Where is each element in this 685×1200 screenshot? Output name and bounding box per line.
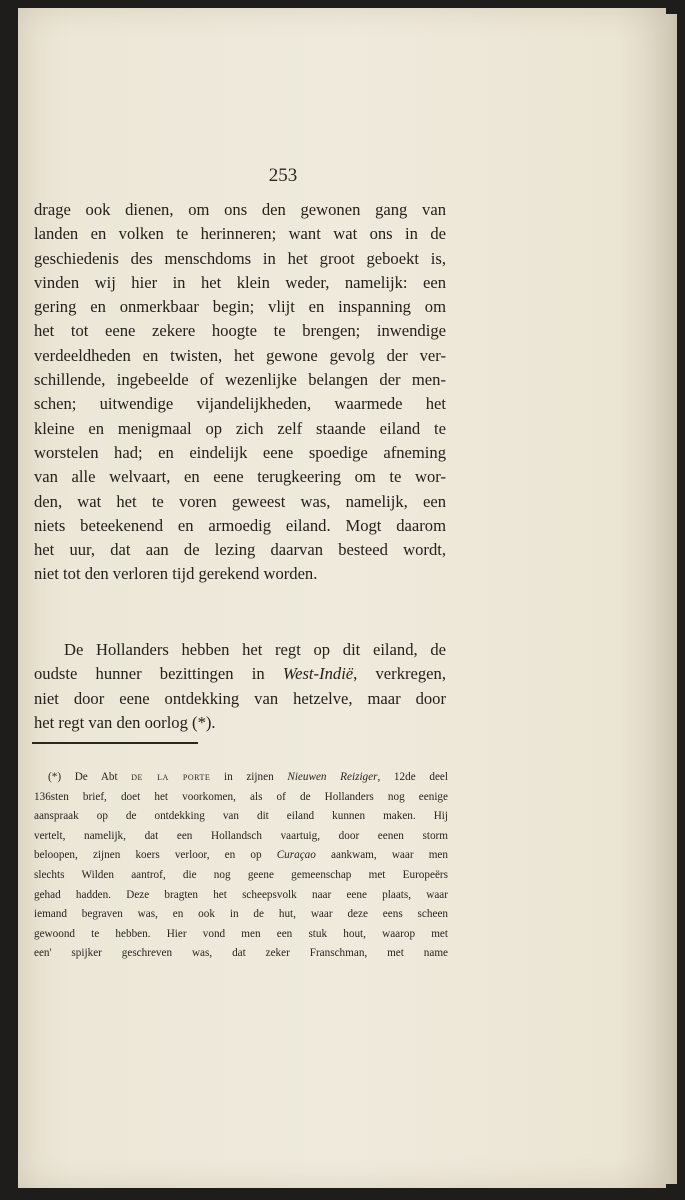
text-line: schen; uitwendige vijandelijkheden, waarmede het: [34, 394, 446, 414]
footnote: [34, 768, 448, 964]
text-line: geschiedenis des menschdoms in het groot geboekt is,: [34, 248, 446, 268]
text-line: het tot eene zekere hoogte te brengen; inwendige: [34, 321, 446, 341]
text-line: verdeeldheden en twisten, het gewone gevolg der ver-: [34, 345, 446, 365]
text-line: gering en onmerkbaar begin; vlijt en inspanning om: [34, 297, 446, 317]
author-name: de la porte: [131, 771, 211, 783]
text-line: [34, 662, 446, 686]
text-line: niet door eene ontdekking van hetzelve, maar door: [34, 688, 446, 708]
text-line: het regt van den oorlog (*).: [34, 712, 216, 732]
text-fragment: aankwam, waar men: [315, 849, 448, 862]
footnote-line: aanspraak op de ontdekking van dit eiland kunnen maken. Hij: [34, 810, 448, 823]
footnote-line: [34, 846, 448, 866]
book-page: [18, 8, 666, 1188]
paragraph-main: [34, 198, 446, 587]
place-name-italic: Curaçao: [276, 849, 316, 862]
place-name-italic: West-Indië: [282, 664, 354, 684]
text-line: worstelen had; en eindelijk eene spoedige afneming: [34, 442, 446, 462]
text-fragment: (*) De Abt: [48, 771, 132, 783]
text-line: vinden wij hier in het klein weder, namelijk: een: [34, 272, 446, 292]
text-fragment: , 12de deel: [377, 771, 448, 783]
paragraph-hollanders: [34, 638, 446, 735]
text-fragment: , verkregen,: [353, 664, 446, 684]
footnote-line: iemand begraven was, en ook in de hut, waar deze eens scheen: [34, 908, 448, 921]
text-line: drage ook dienen, om ons den gewonen gang van: [34, 200, 446, 219]
text-line: De Hollanders hebben het regt op dit eiland, de: [64, 640, 446, 659]
page-number: 253: [268, 165, 298, 186]
text-fragment: oudste hunner bezittingen in: [34, 664, 283, 684]
footnote-rule: [32, 742, 198, 744]
footnote-line: vertelt, namelijk, dat een Hollandsch vaartuig, door eenen storm: [34, 829, 448, 842]
text-line: landen en volken te herinneren; want wat ons in de: [34, 224, 446, 244]
footnote-line: 136sten brief, doet het voorkomen, als of de Hollanders nog eenige: [34, 790, 448, 803]
text-line: schillende, ingebeelde of wezenlijke belangen der men-: [34, 370, 446, 390]
footnote-line: gehad hadden. Deze bragten het scheepsvolk naar eene plaats, waar: [34, 888, 448, 901]
text-fragment: in zijnen: [210, 771, 288, 783]
text-line: van alle welvaart, en eene terugkeering om te wor-: [34, 467, 446, 487]
book-title-italic: Nieuwen Reiziger: [287, 771, 378, 783]
footnote-line: een' spijker geschreven was, dat zeker Franschman, met name: [34, 947, 448, 960]
text-line: kleine en menigmaal op zich zelf staande eiland te: [34, 418, 446, 438]
text-line: niets beteekenend en armoedig eiland. Mogt daarom: [34, 515, 446, 535]
text-line: niet tot den verloren tijd gerekend worden.: [34, 564, 318, 584]
text-fragment: beloopen, zijnen koers verloor, en op: [34, 849, 277, 862]
footnote-line: [34, 768, 448, 788]
footnote-line: slechts Wilden aantrof, die nog geene gemeenschap met Europeërs: [34, 868, 448, 881]
footnote-line: gewoond te hebben. Hier vond men een stuk hout, waarop met: [34, 927, 448, 940]
text-line: het uur, dat aan de lezing daarvan besteed wordt,: [34, 540, 446, 560]
text-line: den, wat het te voren geweest was, namelijk, een: [34, 491, 446, 511]
